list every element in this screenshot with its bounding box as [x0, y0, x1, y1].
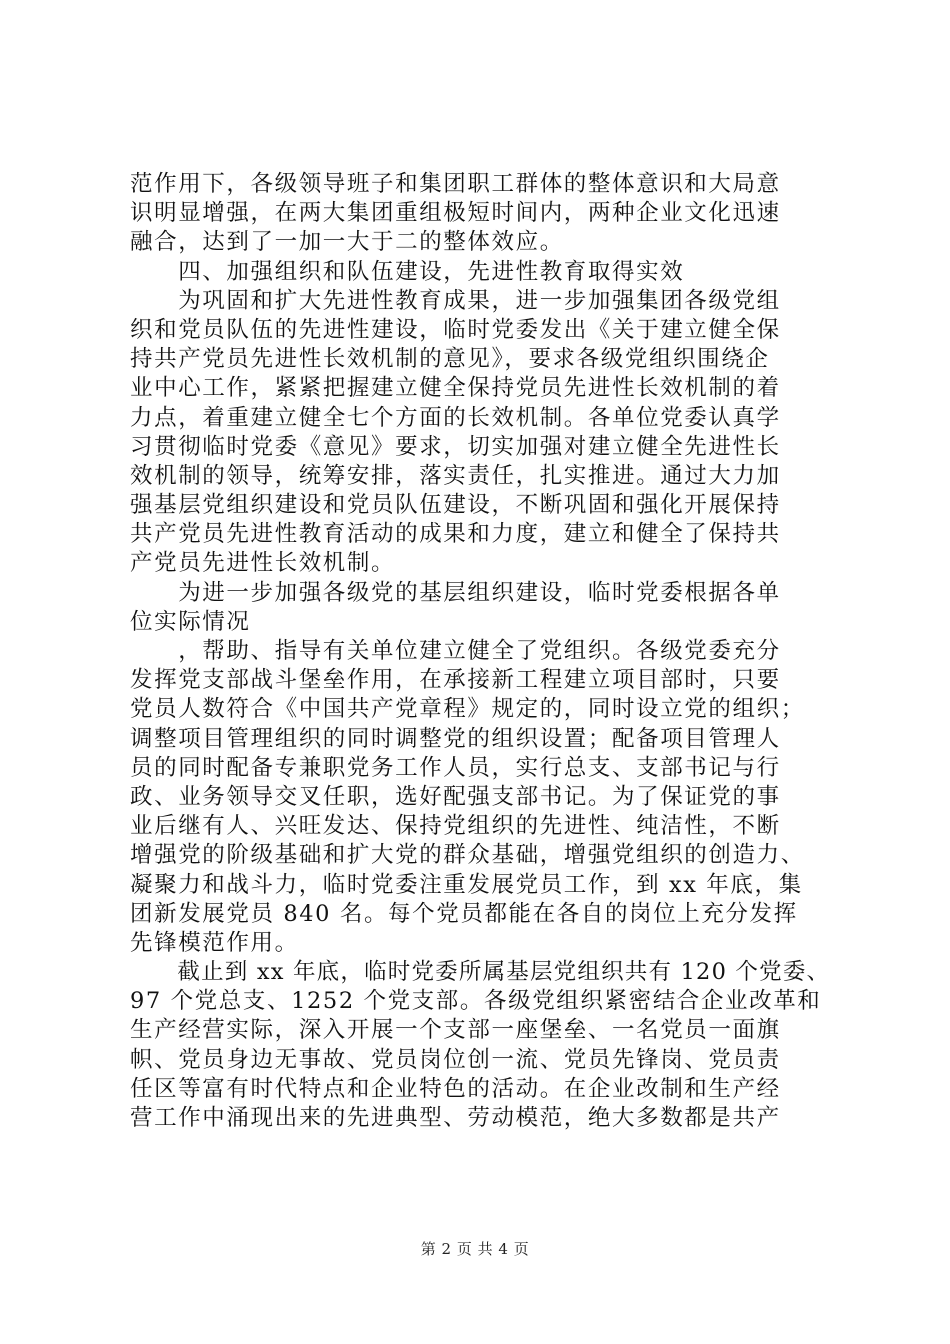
text-line: 识明显增强，在两大集团重组极短时间内，两种企业文化迅速	[130, 200, 781, 227]
text-line: 力点，着重建立健全七个方面的长效机制。各单位党委认真学	[130, 404, 781, 431]
text-line: ，帮助、指导有关单位建立健全了党组织。各级党委充分	[130, 638, 781, 664]
text-line: 共产党员先进性教育活动的成果和力度，建立和健全了保持共	[130, 521, 781, 548]
text-line: 党员人数符合《中国共产党章程》规定的，同时设立党的组织；	[130, 696, 805, 723]
text-line: 政、业务领导交叉任职，选好配强支部书记。为了保证党的事	[130, 783, 781, 810]
text-line: 营工作中涌现出来的先进典型、劳动模范，绝大多数都是共产	[130, 1105, 781, 1131]
text-line: 织和党员队伍的先进性建设，临时党委发出《关于建立健全保	[130, 316, 781, 343]
text-line: 凝聚力和战斗力，临时党委注重发展党员工作，到 xx 年底，集	[130, 871, 803, 898]
text-line: 为进一步加强各级党的基层组织建设，临时党委根据各单	[130, 579, 781, 606]
text-line: 任区等富有时代特点和企业特色的活动。在企业改制和生产经	[130, 1075, 781, 1102]
text-line: 先锋模范作用。	[130, 929, 299, 956]
text-line: 持共产党员先进性长效机制的意见》，要求各级党组织围绕企	[130, 346, 770, 373]
text-line: 位实际情况	[130, 608, 251, 635]
text-line: 产党员先进性长效机制。	[130, 550, 396, 577]
document-body	[130, 170, 830, 1133]
text-line: 帜、党员身边无事故、党员岗位创一流、党员先锋岗、党员责	[130, 1046, 781, 1073]
text-line: 员的同时配备专兼职党务工作人员，实行总支、支部书记与行	[130, 754, 781, 781]
text-line: 范作用下，各级领导班子和集团职工群体的整体意识和大局意	[130, 171, 781, 197]
text-line: 97 个党总支、1252 个党支部。各级党组织紧密结合企业改革和	[130, 988, 822, 1015]
text-line: 为巩固和扩大先进性教育成果，进一步加强集团各级党组	[130, 287, 781, 314]
text-line: 调整项目管理组织的同时调整党的组织设置；配备项目管理人	[130, 725, 781, 752]
page-footer: 第 2 页 共 4 页	[420, 1240, 530, 1258]
text-line: 融合，达到了一加一大于二的整体效应。	[130, 229, 564, 256]
text-line: 习贯彻临时党委《意见》要求，切实加强对建立健全先进性长	[130, 433, 781, 460]
text-line: 业中心工作，紧紧把握建立健全保持党员先进性长效机制的着	[130, 375, 781, 402]
text-line: 四、加强组织和队伍建设，先进性教育取得实效	[130, 258, 685, 285]
text-line: 业后继有人、兴旺发达、保持党组织的先进性、纯洁性，不断	[130, 813, 781, 840]
text-line: 增强党的阶级基础和扩大党的群众基础，增强党组织的创造力、	[130, 842, 805, 869]
text-line: 团新发展党员 840 名。每个党员都能在各自的岗位上充分发挥	[130, 900, 798, 927]
text-line: 发挥党支部战斗堡垒作用，在承接新工程建立项目部时，只要	[130, 667, 781, 694]
text-line: 截止到 xx 年底，临时党委所属基层党组织共有 120 个党委、	[130, 959, 831, 986]
text-line: 效机制的领导，统筹安排，落实责任，扎实推进。通过大力加	[130, 462, 781, 489]
text-line: 强基层党组织建设和党员队伍建设，不断巩固和强化开展保持	[130, 492, 781, 519]
text-line: 生产经营实际，深入开展一个支部一座堡垒、一名党员一面旗	[130, 1017, 781, 1044]
